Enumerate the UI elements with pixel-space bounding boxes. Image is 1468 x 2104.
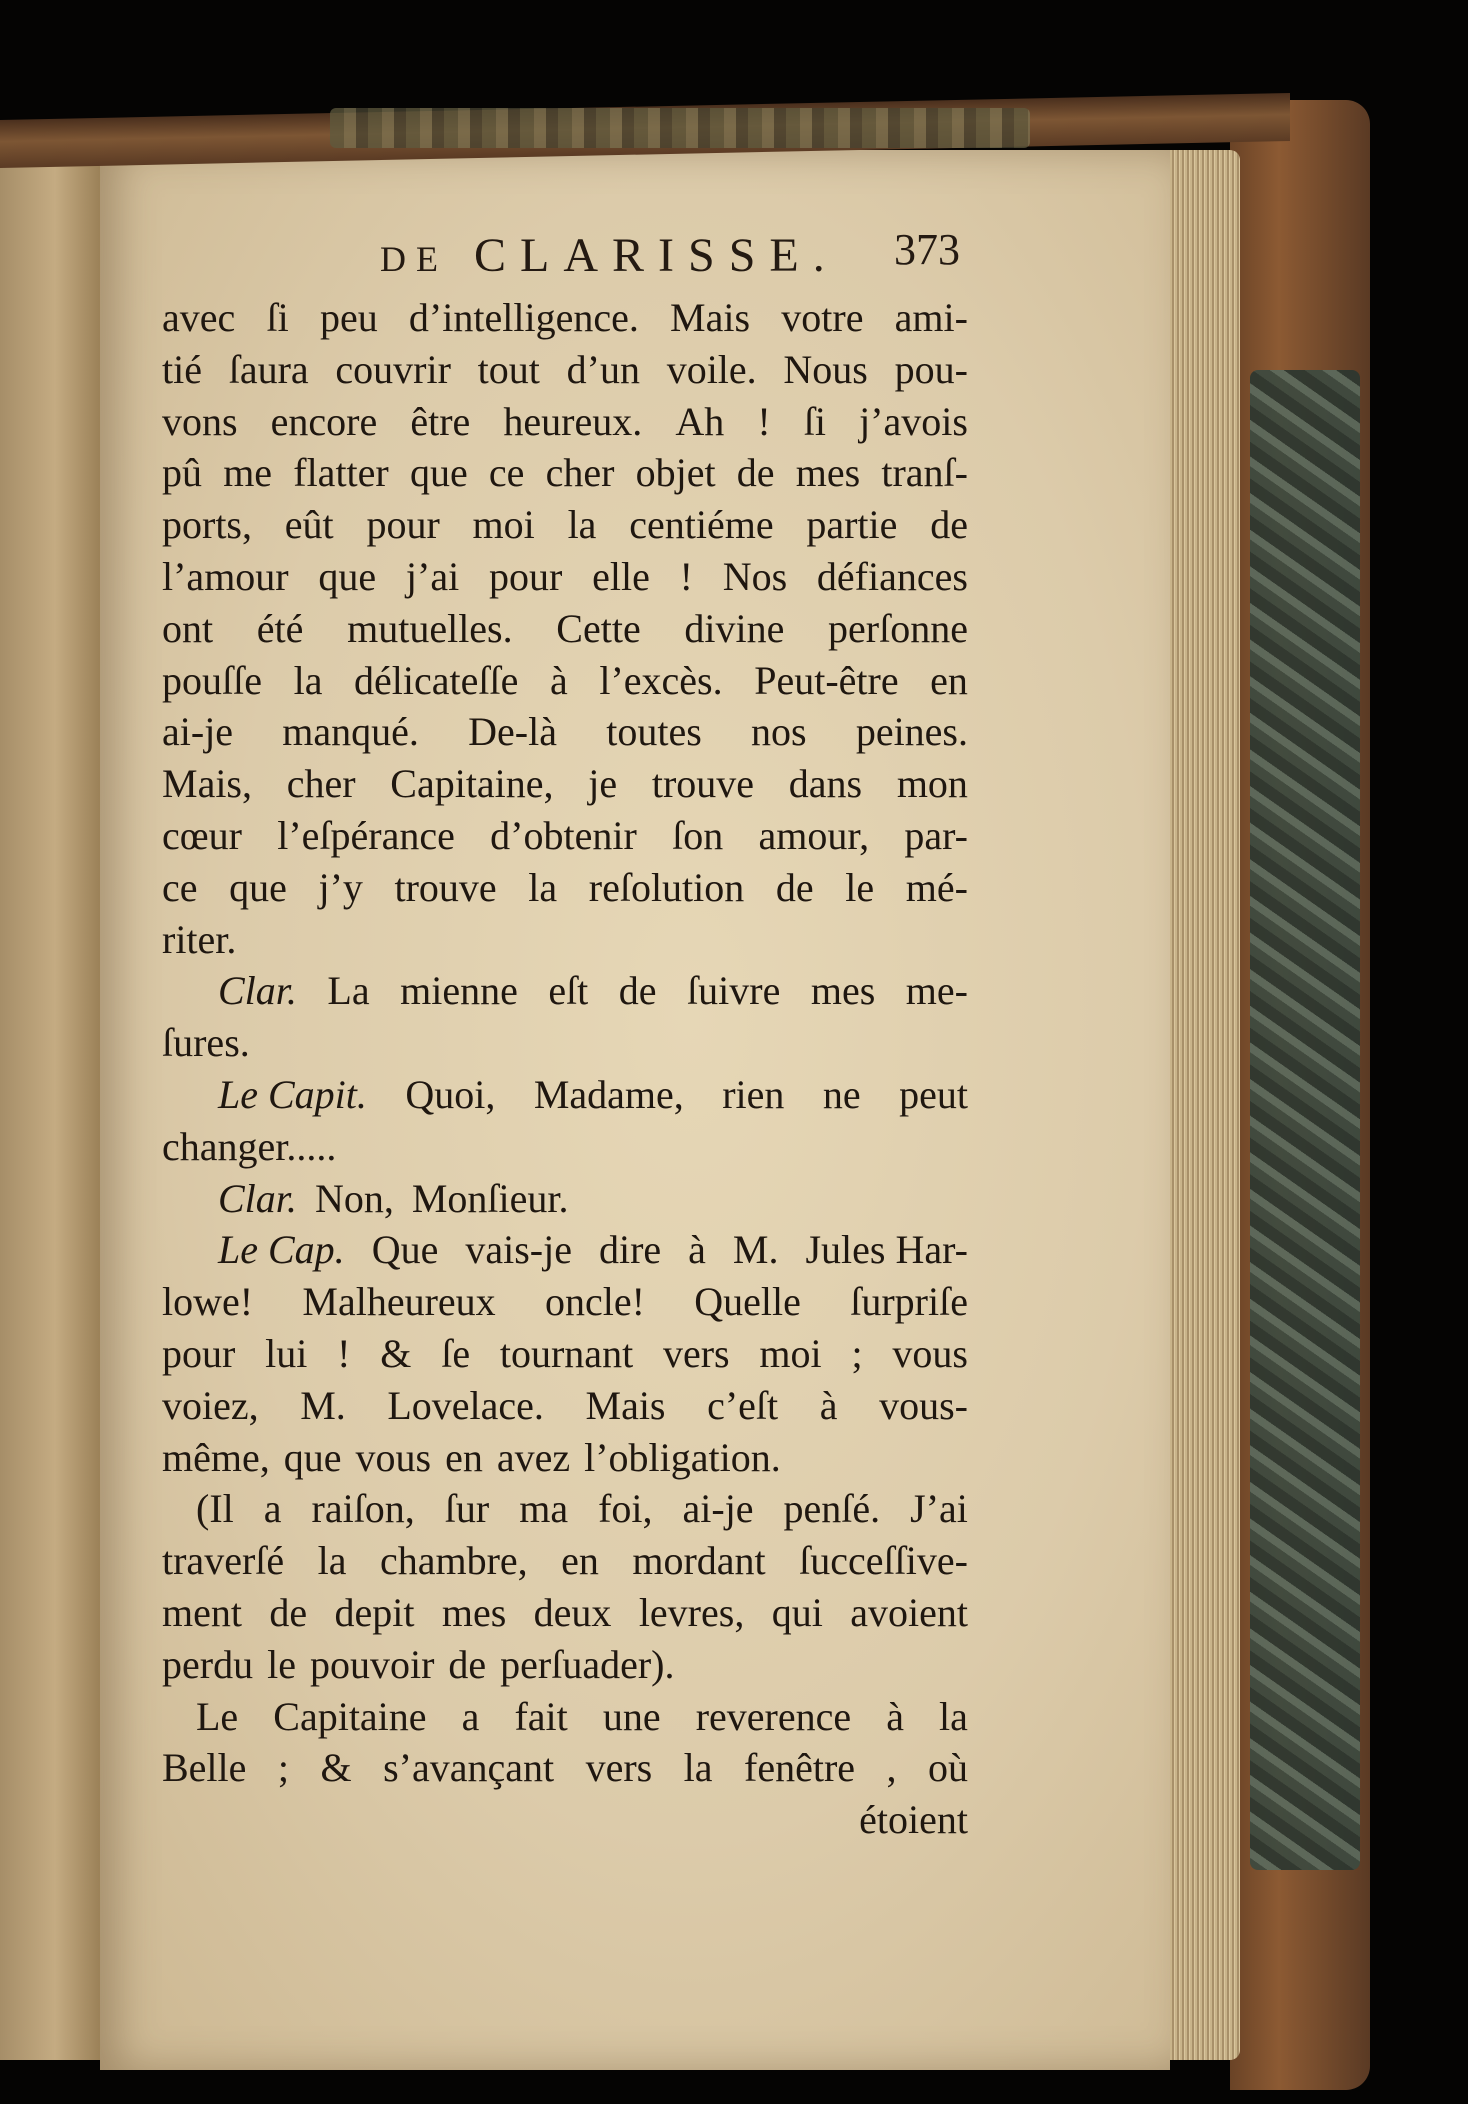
word: ne: [822, 1071, 861, 1117]
word: être: [410, 398, 471, 444]
word: le: [267, 1641, 296, 1687]
word: vers: [585, 1745, 653, 1791]
word: que: [409, 450, 468, 496]
word: depit: [334, 1589, 415, 1635]
word: penſé.: [783, 1486, 881, 1532]
word: par-: [904, 812, 968, 858]
word: changer.....: [162, 1123, 337, 1169]
speaker-label: Le Capit.: [218, 1071, 367, 1117]
word: mé-: [905, 864, 968, 910]
word: dans: [788, 761, 863, 807]
word: traverſé: [162, 1538, 285, 1584]
word: à: [549, 657, 568, 703]
text-line: [162, 1380, 968, 1432]
word: de: [775, 864, 814, 910]
word: voiez,: [162, 1382, 259, 1428]
word: lui: [265, 1330, 308, 1376]
word: avec: [162, 295, 236, 340]
word: ſon: [672, 812, 724, 858]
word: ,: [886, 1745, 897, 1791]
word: c’eſt: [707, 1382, 779, 1428]
word: ſures.: [162, 1020, 250, 1066]
word: ai-je: [162, 709, 234, 755]
word: la: [939, 1693, 968, 1739]
text-line: [162, 1639, 968, 1691]
running-head-prefix: DE: [380, 239, 448, 279]
word: mon: [896, 761, 968, 807]
word: Jules Har-: [805, 1227, 968, 1273]
word: Monſieur.: [411, 1175, 569, 1221]
word: Peut-être: [754, 657, 899, 703]
word: ce: [488, 450, 525, 496]
word: !: [679, 553, 693, 599]
word: deux: [533, 1589, 612, 1635]
word: De-là: [468, 709, 557, 755]
word: l’excès.: [599, 657, 723, 703]
speaker-label: Le Cap.: [218, 1227, 345, 1273]
word: Malheureux: [302, 1279, 496, 1325]
word: l’eſpérance: [277, 812, 455, 858]
word: s’avançant: [383, 1745, 555, 1791]
word: pû: [162, 450, 202, 496]
catchword: étoient: [859, 1797, 968, 1843]
word: me-: [905, 968, 968, 1014]
word: vais-je: [465, 1227, 572, 1273]
text-line: [162, 1483, 968, 1535]
text-line: [162, 965, 968, 1017]
text-line: [162, 1691, 968, 1743]
word: ce: [162, 864, 198, 910]
word: que: [229, 864, 287, 910]
word: ;: [851, 1330, 863, 1376]
word: tout: [477, 346, 540, 392]
word: avoient: [850, 1589, 968, 1635]
word: peu: [319, 295, 378, 340]
page-number: 373: [894, 225, 960, 274]
word: pour: [489, 553, 563, 599]
word: Capitaine,: [390, 761, 554, 807]
word: tournant: [499, 1330, 634, 1376]
word: Nos: [722, 553, 788, 599]
word: peines.: [855, 709, 968, 755]
word: trouve: [651, 761, 755, 807]
word: foi,: [598, 1486, 653, 1532]
word: été: [256, 605, 304, 651]
word: j’ai: [405, 553, 460, 599]
word: La: [327, 968, 370, 1014]
word: moi: [759, 1330, 822, 1376]
word: même,: [162, 1434, 270, 1480]
word: Nous: [783, 346, 868, 392]
word: le: [845, 864, 875, 910]
word: vous: [892, 1330, 968, 1376]
word: de: [930, 502, 968, 548]
text-line: [162, 862, 968, 914]
word: ſe: [441, 1330, 471, 1376]
word: eſt: [548, 968, 589, 1014]
word: Capitaine: [273, 1693, 427, 1739]
word: !: [757, 398, 771, 444]
text-line: [162, 499, 968, 551]
word: perdu: [162, 1641, 254, 1687]
word: de: [269, 1589, 308, 1635]
word: délicateſſe: [354, 657, 519, 703]
word: vous-: [879, 1382, 968, 1428]
word: avez: [496, 1434, 571, 1480]
word: pou-: [894, 346, 968, 392]
body-text: [162, 292, 968, 1846]
word: chambre,: [379, 1538, 528, 1584]
word: M.: [732, 1227, 779, 1273]
word: l’amour: [162, 553, 289, 599]
text-line: [162, 1069, 968, 1121]
word: ma: [519, 1486, 569, 1532]
word: mes: [810, 968, 876, 1014]
word: votre: [781, 295, 864, 340]
word: rien: [722, 1071, 785, 1117]
word: d’un: [566, 346, 640, 392]
word: eût: [284, 502, 334, 548]
word: Lovelace.: [387, 1382, 544, 1428]
word: voile.: [666, 346, 757, 392]
word: la: [317, 1538, 347, 1584]
word: vons: [162, 398, 238, 444]
word: ;: [277, 1745, 290, 1791]
word: cher: [545, 450, 615, 496]
word: couvrir: [335, 346, 451, 392]
word: perſuader).: [500, 1641, 675, 1687]
word: que: [318, 553, 377, 599]
word: ami-: [894, 295, 968, 340]
word: qui: [771, 1589, 823, 1635]
word: en: [930, 657, 968, 703]
word: &: [380, 1330, 412, 1376]
word: divine: [684, 605, 785, 651]
word: J’ai: [910, 1486, 968, 1532]
catchword-line: [162, 1794, 968, 1846]
word: la: [567, 502, 597, 548]
text-line: [162, 1224, 968, 1276]
speaker-label: Clar.: [218, 1175, 297, 1221]
word: a: [263, 1486, 282, 1532]
word: la: [293, 657, 323, 703]
text-line: [162, 1017, 968, 1069]
text-line: [162, 655, 968, 707]
word: fenêtre: [744, 1745, 856, 1791]
word: Cette: [556, 605, 641, 651]
word: la: [528, 864, 558, 910]
text-line: [162, 758, 968, 810]
word: cher: [286, 761, 356, 807]
word: d’obtenir: [490, 812, 637, 858]
word: ſaura: [228, 346, 309, 392]
word: Mais: [670, 295, 751, 340]
word: Le: [196, 1693, 239, 1739]
text-line: [162, 344, 968, 396]
word: toutes: [606, 709, 702, 755]
text-line: [162, 396, 968, 448]
word: Quelle: [694, 1279, 801, 1325]
word: riter.: [162, 916, 237, 962]
word: mienne: [400, 968, 518, 1014]
speaker-label: Clar.: [218, 968, 297, 1014]
word: ſuivre: [687, 968, 781, 1014]
text-line: [162, 1432, 968, 1484]
word: mutuelles.: [347, 605, 513, 651]
running-head-title: CLARISSE.: [474, 229, 839, 282]
word: mes: [795, 450, 861, 496]
word: Que: [371, 1227, 439, 1273]
text-line: [162, 1587, 968, 1639]
word: elle: [592, 553, 650, 599]
word: je: [588, 761, 618, 807]
word: de: [618, 968, 657, 1014]
word: en: [445, 1434, 483, 1480]
word: ſi: [803, 398, 826, 444]
text-line: [162, 706, 968, 758]
marbled-cover-paper: [1250, 370, 1360, 1870]
word: tranſ-: [881, 450, 968, 496]
word: centiéme: [629, 502, 774, 548]
word: trouve: [394, 864, 497, 910]
word: la: [683, 1745, 713, 1791]
word: de: [736, 450, 775, 496]
page-stack-edges: [1160, 150, 1240, 2060]
facing-page-edge: [0, 140, 100, 2060]
text-line: [162, 551, 968, 603]
word: pour: [366, 502, 440, 548]
word: d’intelligence.: [408, 295, 639, 340]
word: ment: [162, 1589, 242, 1635]
word: cœur: [162, 812, 242, 858]
text-line: [162, 603, 968, 655]
word: nos: [751, 709, 807, 755]
word: fait: [514, 1693, 568, 1739]
word: levres,: [638, 1589, 745, 1635]
word: Ah: [675, 398, 725, 444]
word: Madame,: [533, 1071, 684, 1117]
word: Belle: [162, 1745, 247, 1791]
word: moi: [472, 502, 535, 548]
text-line: [162, 810, 968, 862]
word: amour,: [758, 812, 870, 858]
word: pour: [162, 1330, 236, 1376]
word: encore: [270, 398, 378, 444]
word: ſur: [444, 1486, 490, 1532]
word: à: [886, 1693, 904, 1739]
word: manqué.: [282, 709, 419, 755]
word: ſurpriſe: [850, 1279, 968, 1325]
word: ports,: [162, 502, 252, 548]
word: ſucceſſive-: [799, 1538, 968, 1584]
word: partie: [806, 502, 898, 548]
text-line: [162, 292, 968, 344]
word: tié: [162, 346, 202, 392]
word: heureux.: [503, 398, 643, 444]
word: perſonne: [828, 605, 968, 651]
word: pouſſe: [162, 657, 262, 703]
word: j’avois: [859, 398, 968, 444]
text-line: [162, 1276, 968, 1328]
word: reverence: [695, 1693, 852, 1739]
word: lowe!: [162, 1279, 254, 1325]
binding-spine-pattern: [330, 108, 1030, 148]
word: objet: [635, 450, 716, 496]
word: !: [337, 1330, 351, 1376]
word: ont: [162, 605, 214, 651]
word: vous: [355, 1434, 432, 1480]
word: une: [602, 1693, 661, 1739]
word: vers: [662, 1330, 730, 1376]
word: Mais,: [162, 761, 252, 807]
word: raiſon,: [311, 1486, 415, 1532]
word: mordant: [632, 1538, 766, 1584]
word: j’y: [318, 864, 363, 910]
word: me: [223, 450, 273, 496]
word: Quoi,: [405, 1071, 496, 1117]
word: pouvoir: [309, 1641, 435, 1687]
word: (Il: [196, 1486, 234, 1532]
text-line: [162, 1535, 968, 1587]
text-line: [162, 914, 968, 966]
word: l’obligation.: [584, 1434, 781, 1480]
word: que: [283, 1434, 342, 1480]
text-line: [162, 1121, 968, 1173]
word: où: [927, 1745, 968, 1791]
running-head: [380, 228, 839, 283]
word: a: [461, 1693, 480, 1739]
word: oncle!: [545, 1279, 645, 1325]
word: reſolution: [588, 864, 745, 910]
word: peut: [899, 1071, 968, 1117]
word: M.: [300, 1382, 346, 1428]
word: ai-je: [682, 1486, 754, 1532]
word: dire: [598, 1227, 662, 1273]
word: à: [819, 1382, 838, 1428]
text-line: [162, 1173, 968, 1225]
text-line: [162, 1742, 968, 1794]
word: Mais: [585, 1382, 666, 1428]
text-line: [162, 1328, 968, 1380]
word: Non,: [314, 1175, 394, 1221]
word: en: [561, 1538, 599, 1584]
word: de: [448, 1641, 487, 1687]
word: &: [320, 1745, 352, 1791]
word: mes: [441, 1589, 507, 1635]
word: ſi: [266, 295, 289, 340]
word: flatter: [293, 450, 389, 496]
text-line: [162, 447, 968, 499]
word: défiances: [816, 553, 968, 599]
word: à: [688, 1227, 706, 1273]
